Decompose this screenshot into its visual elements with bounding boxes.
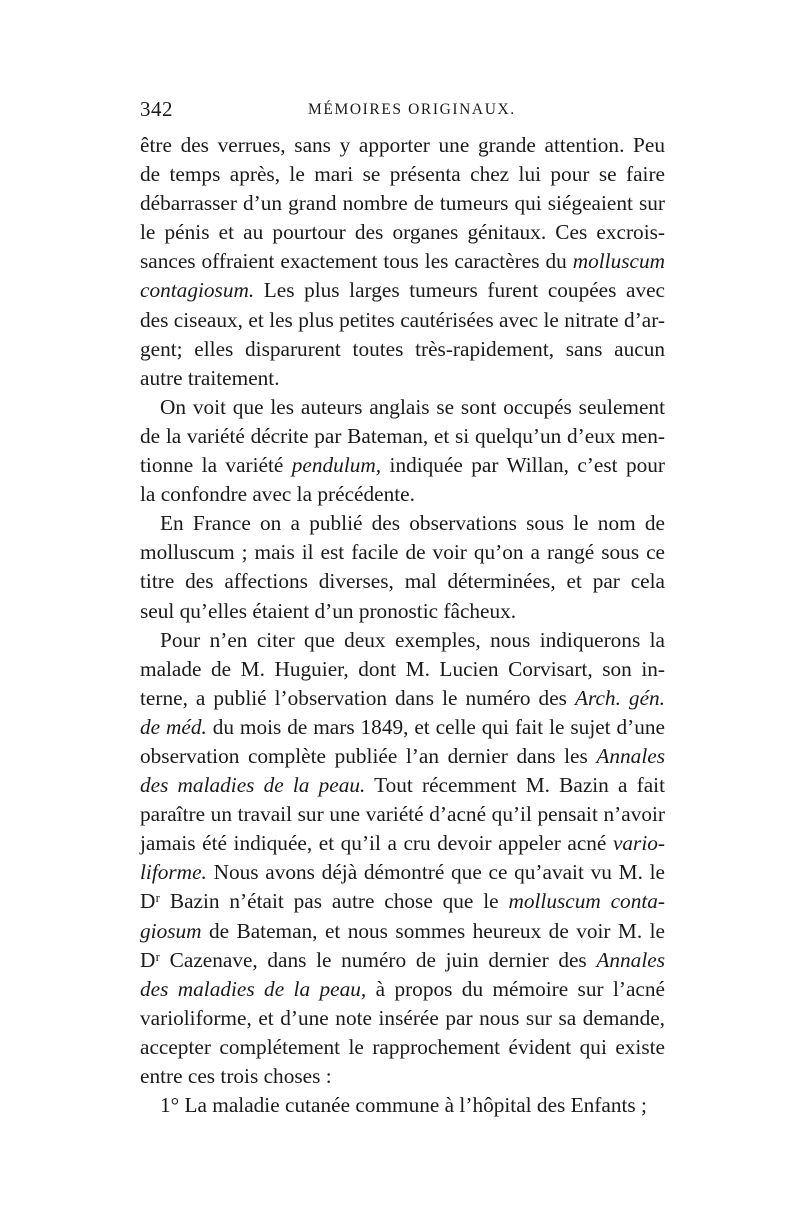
text-line: entre ces trois choses :: [140, 1064, 332, 1088]
text-line: contagiosum. Les plus larges tumeurs furent coupées avec: [140, 278, 665, 303]
text-line: autre traitement.: [140, 365, 280, 390]
text-line: titre des affections diverses, mal déterminées, et par cela: [140, 569, 665, 594]
text-line: sances offraient exactement tous les caractères du molluscum: [140, 249, 665, 274]
text-line: des maladies de la peau. Tout récemment M. Bazin a fait: [140, 773, 665, 798]
text-line: de la variété décrite par Bateman, et si quelqu’un d’eux men-: [140, 423, 665, 448]
text-line: 1° La maladie cutanée commune à l’hôpital des Enfants ;: [160, 1093, 647, 1118]
page-number: 342: [140, 97, 173, 121]
text-line: Pour n’en citer que deux exemples, nous indiquerons la: [160, 627, 665, 652]
text-line: Dʳ Bazin n’était pas autre chose que le molluscum conta-: [140, 889, 666, 914]
text-line: gent; elles disparurent toutes très-rapidement, sans aucun: [140, 336, 665, 361]
text-line: malade de M. Huguier, dont M. Lucien Corvisart, son in-: [140, 656, 665, 681]
text-line: accepter complétement le rapprochement évident qui existe: [140, 1034, 665, 1059]
text-line: le pénis et au pourtour des organes génitaux. Ces excrois-: [140, 220, 665, 245]
text-line: la confondre avec la précédente.: [140, 482, 415, 507]
text-line: jamais été indiquée, et qu’il a cru devoir appeler acné vario-: [140, 831, 665, 856]
text-line: observation complète publiée l’an dernier dans les Annales: [140, 743, 665, 768]
text-line: liforme. Nous avons déjà démontré que ce qu’avait vu M. le: [140, 860, 665, 885]
running-head: MÉMOIRES ORIGINAUX.: [308, 101, 516, 118]
text-line: de temps après, le mari se présenta chez lui pour se faire: [140, 162, 665, 187]
text-line: giosum de Bateman, et nous sommes heureux de voir M. le: [140, 918, 665, 943]
body-text: [140, 131, 665, 1120]
text-line: On voit que les auteurs anglais se sont occupés seulement: [160, 394, 665, 419]
text-line: En France on a publié des observations sous le nom de: [160, 511, 665, 536]
text-line: des ciseaux, et les plus petites cautérisées avec le nitrate d’ar-: [140, 307, 665, 332]
text-line: Dʳ Cazenave, dans le numéro de juin dernier des Annales: [140, 947, 665, 972]
text-line: molluscum ; mais il est facile de voir qu’on a rangé sous ce: [140, 540, 665, 565]
text-line: varioliforme, et d’une note insérée par nous sur sa demande,: [140, 1005, 665, 1030]
text-line: être des verrues, sans y apporter une grande attention. Peu: [140, 133, 665, 157]
text-line: tionne la variété pendulum, indiquée par Willan, c’est pour: [140, 453, 665, 478]
text-line: paraître un travail sur une variété d’acné qu’il pensait n’avoir: [140, 802, 665, 827]
text-line: des maladies de la peau, à propos du mémoire sur l’acné: [140, 976, 665, 1001]
page-header: [140, 97, 660, 127]
text-line: terne, a publié l’observation dans le numéro des Arch. gén.: [140, 685, 665, 710]
text-line: débarrasser d’un grand nombre de tumeurs qui siégeaient sur: [140, 191, 665, 216]
text-line: seul qu’elles étaient d’un pronostic fâcheux.: [140, 598, 517, 623]
text-line: de méd. du mois de mars 1849, et celle qui fait le sujet d’une: [140, 714, 665, 739]
